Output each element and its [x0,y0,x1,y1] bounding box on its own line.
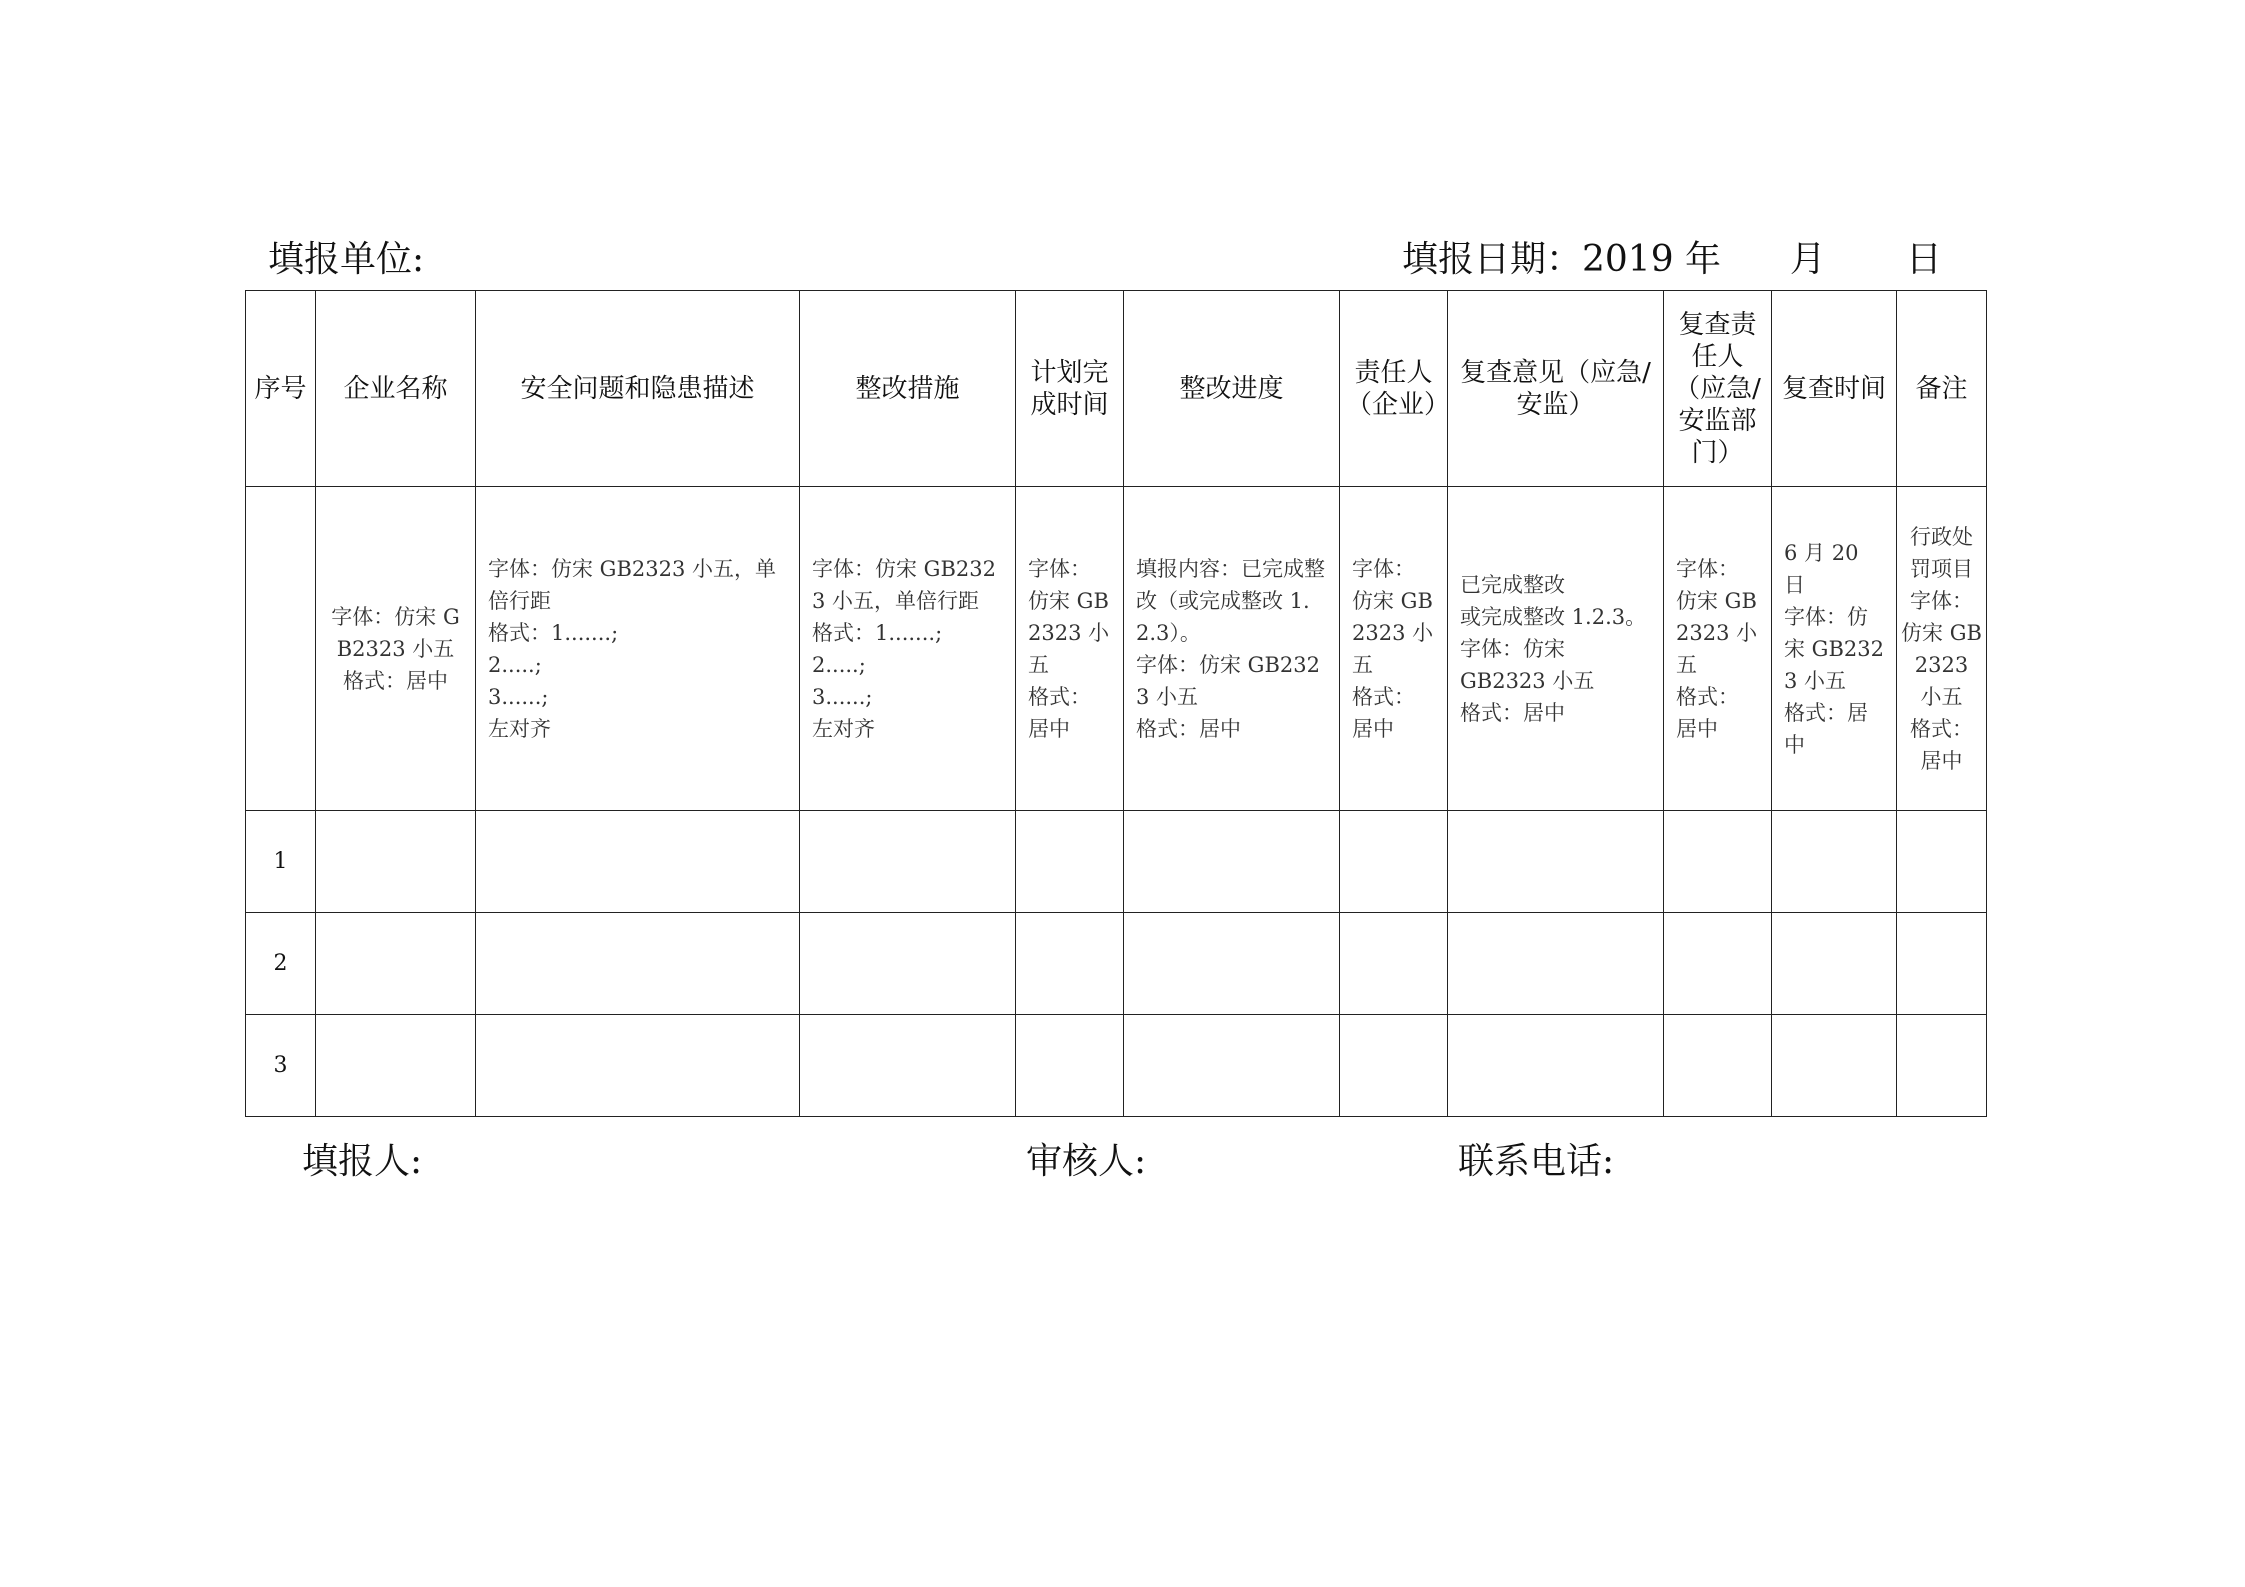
column-header-company: 企业名称 [316,291,476,487]
cell-owner[interactable] [1340,811,1448,913]
reviewer-label: 审核人: [1026,1141,1147,1182]
format-guide-row [246,487,1987,811]
cell-measure[interactable] [800,1015,1016,1117]
cell-issue[interactable] [476,913,800,1015]
guide-cell-progress[interactable]: 填报内容：已完成整改（或完成整改 1.2.3）。 字体：仿宋 GB2323 小五 格式：居中 [1124,487,1340,811]
column-header-remark: 备注 [1897,291,1987,487]
guide-cell-index [246,487,316,811]
cell-company[interactable] [316,1015,476,1117]
column-header-review-opinion: 复查意见（应急/安监） [1448,291,1664,487]
filler-label: 填报人: [302,1141,423,1182]
cell-plan-time[interactable] [1016,913,1124,1015]
cell-measure[interactable] [800,913,1016,1015]
cell-review-opinion[interactable] [1448,811,1664,913]
column-header-review-owner: 复查责任人（应急/安监部门） [1664,291,1772,487]
guide-cell-issue[interactable]: 字体：仿宋 GB2323 小五，单倍行距 格式：1.......; 2.....; 3......; 左对齐 [476,487,800,811]
row-index: 3 [246,1015,316,1117]
row-index: 2 [246,913,316,1015]
cell-review-owner[interactable] [1664,811,1772,913]
reporting-unit-label: 填报单位: [268,239,425,280]
guide-cell-company[interactable]: 字体：仿宋 GB2323 小五 格式：居中 [316,487,476,811]
guide-cell-plan-time[interactable]: 字体：仿宋 GB2323 小五 格式：居中 [1016,487,1124,811]
column-header-issue: 安全问题和隐患描述 [476,291,800,487]
cell-review-owner[interactable] [1664,913,1772,1015]
table-row [246,1015,1987,1117]
row-index: 1 [246,811,316,913]
cell-remark[interactable] [1897,913,1987,1015]
guide-cell-review-opinion[interactable]: 已完成整改 或完成整改 1.2.3。 字体：仿宋 GB2323 小五 格式：居中 [1448,487,1664,811]
reporting-date-label: 填报日期：2019 年 月 日 [1402,239,1942,280]
cell-plan-time[interactable] [1016,1015,1124,1117]
cell-review-owner[interactable] [1664,1015,1772,1117]
column-header-owner: 责任人（企业） [1340,291,1448,487]
cell-review-opinion[interactable] [1448,913,1664,1015]
cell-company[interactable] [316,913,476,1015]
cell-issue[interactable] [476,811,800,913]
cell-progress[interactable] [1124,1015,1340,1117]
cell-review-time[interactable] [1772,1015,1897,1117]
guide-cell-remark[interactable]: 行政处罚项目 字体：仿宋 GB2323 小五 格式：居中 [1897,487,1987,811]
cell-company[interactable] [316,811,476,913]
cell-review-time[interactable] [1772,811,1897,913]
cell-remark[interactable] [1897,811,1987,913]
guide-cell-review-time[interactable]: 6 月 20 日 字体：仿宋 GB2323 小五 格式：居中 [1772,487,1897,811]
column-header-plan-time: 计划完成时间 [1016,291,1124,487]
table-header-row [246,291,1987,487]
guide-cell-review-owner[interactable]: 字体：仿宋 GB2323 小五 格式：居中 [1664,487,1772,811]
column-header-index: 序号 [246,291,316,487]
cell-owner[interactable] [1340,1015,1448,1117]
cell-issue[interactable] [476,1015,800,1117]
cell-remark[interactable] [1897,1015,1987,1117]
cell-review-time[interactable] [1772,913,1897,1015]
table-row [246,913,1987,1015]
cell-measure[interactable] [800,811,1016,913]
table-row [246,811,1987,913]
column-header-progress: 整改进度 [1124,291,1340,487]
column-header-measure: 整改措施 [800,291,1016,487]
cell-progress[interactable] [1124,811,1340,913]
hazard-rectification-table [245,290,1987,1117]
cell-review-opinion[interactable] [1448,1015,1664,1117]
guide-cell-owner[interactable]: 字体：仿宋 GB2323 小五 格式：居中 [1340,487,1448,811]
cell-owner[interactable] [1340,913,1448,1015]
column-header-review-time: 复查时间 [1772,291,1897,487]
cell-plan-time[interactable] [1016,811,1124,913]
guide-cell-measure[interactable]: 字体：仿宋 GB2323 小五，单倍行距 格式：1.......; 2.....; 3......; 左对齐 [800,487,1016,811]
cell-progress[interactable] [1124,913,1340,1015]
contact-phone-label: 联系电话: [1458,1141,1615,1182]
